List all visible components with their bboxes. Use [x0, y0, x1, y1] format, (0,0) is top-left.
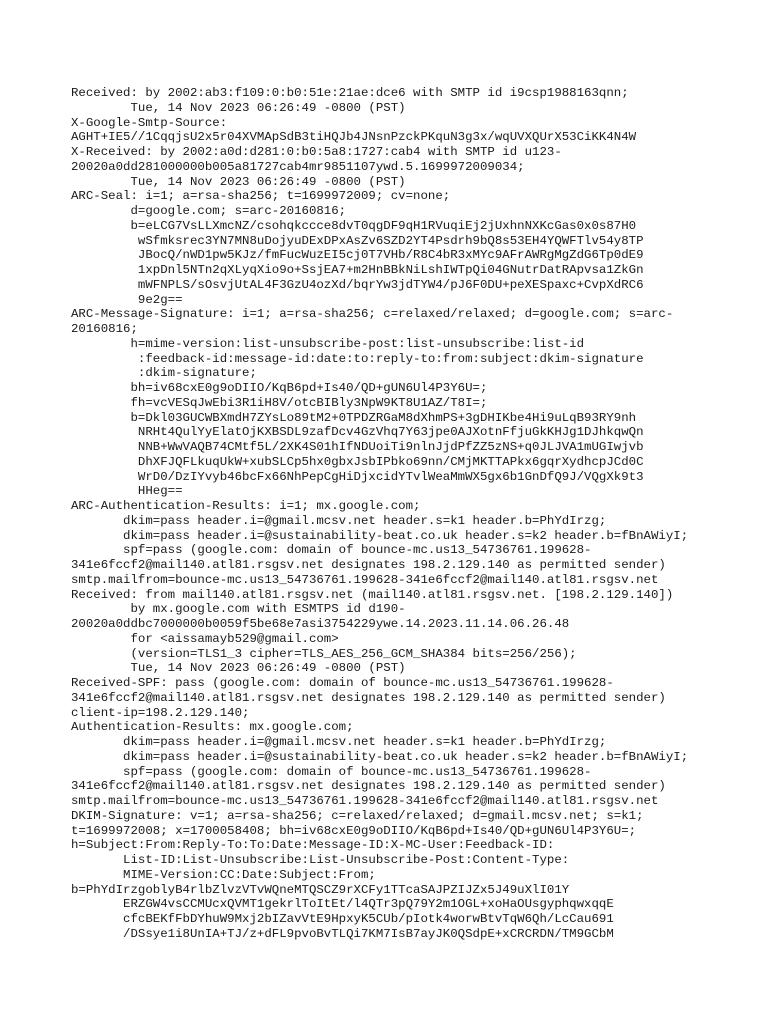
header-line: dkim=pass header.i=@gmail.mcsv.net header.s=k1 header.b=PhYdIrzg; [71, 513, 607, 528]
email-headers-document [71, 86, 761, 942]
header-line: dkim=pass header.i=@gmail.mcsv.net header.s=k1 header.b=PhYdIrzg; [71, 735, 607, 749]
header-line: client-ip=198.2.129.140; [71, 705, 250, 720]
header-line: smtp.mailfrom=bounce-mc.us13_54736761.199628-341e6fccf2@mail140.atl81.rsgsv.net [71, 794, 659, 808]
header-line: (version=TLS1_3 cipher=TLS_AES_256_GCM_SHA384 bits=256/256); [71, 646, 577, 661]
header-line: X-Google-Smtp-Source: [71, 115, 228, 130]
header-line: Received: by 2002:ab3:f109:0:b0:51e:21ae:dce6 with SMTP id i9csp1988163qnn; [71, 86, 629, 100]
header-line: JBocQ/nWD1pw5KJz/fmFucWuzEI5cj0T7VHb/R8C4bR3xMYc9AFrAWRgMgZdG6Tp0dE9 [71, 248, 644, 263]
header-line: Tue, 14 Nov 2023 06:26:49 -0800 (PST) [71, 100, 406, 115]
header-line: by mx.google.com with ESMTPS id d190- [71, 602, 406, 617]
header-line: DhXFJQFLkuqUkW+xubSLCp5hx0gbxJsbIPbko69nn/CMjMKTTAPkx6gqrXydhcpJCd0C [71, 454, 644, 469]
header-line: ARC-Authentication-Results: i=1; mx.google.com; [71, 499, 421, 513]
header-line: smtp.mailfrom=bounce-mc.us13_54736761.199628-341e6fccf2@mail140.atl81.rsgsv.net [71, 572, 659, 587]
header-line: HHeg== [71, 484, 183, 499]
header-line: :dkim-signature; [71, 366, 257, 381]
header-line: AGHT+IE5//1CqqjsU2x5r04XVMApSdB3tiHQJb4JNsnPzckPKquN3g3x/wqUVXQUrX53CiKK4N4W [71, 130, 637, 145]
header-line: Received: from mail140.atl81.rsgsv.net (mail140.atl81.rsgsv.net. [198.2.129.140]) [71, 587, 674, 602]
header-line: :feedback-id:message-id:date:to:reply-to:from:subject:dkim-signature [71, 351, 644, 366]
header-line: List-ID:List-Unsubscribe:List-Unsubscribe-Post:Content-Type: [71, 853, 570, 867]
header-line: MIME-Version:CC:Date:Subject:From; [71, 867, 376, 882]
header-line: b=Dkl03GUCWBXmdH7ZYsLo89tM2+0TPDZRGaM8dXhmPS+3gDHIKbe4Hi9uLqB93RY9nh [71, 410, 637, 425]
header-line: ARC-Seal: i=1; a=rsa-sha256; t=1699972009; cv=none; [71, 189, 451, 204]
header-line: DKIM-Signature: v=1; a=rsa-sha256; c=relaxed/relaxed; d=gmail.mcsv.net; s=k1; [71, 808, 644, 823]
header-line: t=1699972008; x=1700058408; bh=iv68cxE0g9oDIIO/KqB6pd+Is40/QD+gUN6Ul4P3Y6U=; [71, 823, 637, 838]
header-line: b=PhYdIrzgoblyB4rlbZlvzVTvWQneMTQSCZ9rXCFy1TTcaSAJPZIJZx5J49uXlI01Y [71, 882, 570, 897]
header-line: dkim=pass header.i=@sustainability-beat.co.uk header.s=k2 header.b=fBnAWiyI; [71, 749, 689, 764]
header-line: 20020a0ddbc7000000b0059f5be68e7asi3754229ywe.14.2023.11.14.06.26.48 [71, 617, 570, 631]
header-line: dkim=pass header.i=@sustainability-beat.co.uk header.s=k2 header.b=fBnAWiyI; [71, 528, 689, 543]
header-line: h=Subject:From:Reply-To:To:Date:Message-ID:X-MC-User:Feedback-ID: [71, 838, 555, 853]
header-line: h=mime-version:list-unsubscribe-post:list-unsubscribe:list-id [71, 336, 585, 351]
header-line: 20160816; [71, 322, 138, 336]
header-line: Tue, 14 Nov 2023 06:26:49 -0800 (PST) [71, 174, 406, 189]
header-line: Received-SPF: pass (google.com: domain of bounce-mc.us13_54736761.199628- [71, 676, 614, 690]
header-line: mWFNPLS/sOsvjUtAL4F3GzU4ozXd/bqrYw3jdTYW4/pJ6F0DU+peXESpaxc+CvpXdRC6 [71, 277, 644, 292]
header-line: wSfmksrec3YN7MN8uDojyuDExDPxAsZv6SZD2YT4Psdrh9bQ8s53EH4YQWFTlv54y8TP [71, 233, 644, 248]
header-line: fh=vcVESqJwEbi3R1iH8V/otcBIBly3NpW9KT8U1AZ/T8I=; [71, 395, 488, 410]
header-line: 341e6fccf2@mail140.atl81.rsgsv.net designates 198.2.129.140 as permitted sender) [71, 779, 666, 794]
header-line: /DSsye1i8UnIA+TJ/z+dFL9pvoBvTLQi7KM7IsB7ayJK0QSdpE+xCRCRDN/TM9GCbM [71, 926, 614, 941]
header-line: ERZGW4vsCCMUcxQVMT1gekrlToItEt/l4QTr3pQ79Y2m1OGL+xoHaOUsgyphqwxqqE [71, 897, 614, 912]
header-line: cfcBEKfFbDYhuW9Mxj2bIZavVtE9HpxyK5CUb/pIotk4worwBtvTqW6Qh/LcCau691 [71, 912, 614, 926]
header-line: NRHt4QulYyElatOjKXBSDL9zafDcv4GzVhq7Y63jpe0AJXotnFfjuGkKHJg1DJhkqwQn [71, 425, 644, 440]
header-line: Authentication-Results: mx.google.com; [71, 720, 354, 735]
header-line: NNB+WwVAQB74CMtf5L/2XK4S01hIfNDUoiTi9nlnJjdPfZZ5zNS+q0JLJVA1mUGIwjvb [71, 440, 644, 454]
header-line: 341e6fccf2@mail140.atl81.rsgsv.net designates 198.2.129.140 as permitted sender) [71, 690, 666, 705]
header-line: spf=pass (google.com: domain of bounce-mc.us13_54736761.199628- [71, 543, 592, 558]
header-line: X-Received: by 2002:a0d:d281:0:b0:5a8:1727:cab4 with SMTP id u123- [71, 145, 562, 159]
header-line: d=google.com; s=arc-20160816; [71, 204, 347, 218]
header-line: 341e6fccf2@mail140.atl81.rsgsv.net designates 198.2.129.140 as permitted sender) [71, 558, 666, 572]
header-line: 1xpDnl5NTn2qXLyqXio9o+SsjEA7+m2HnBBkNiLshIWTpQi04GNutrDatRApvsa1ZkGn [71, 263, 644, 277]
header-line: 9e2g== [71, 292, 183, 307]
header-line: bh=iv68cxE0g9oDIIO/KqB6pd+Is40/QD+gUN6Ul4P3Y6U=; [71, 381, 488, 395]
header-line: b=eLCG7VsLLXmcNZ/csohqkccce8dvT0qgDF9qH1RVuqiEj2jUxhnNXKcGas0x0s87H0 [71, 218, 637, 233]
header-line: for <aissamayb529@gmail.com> [71, 631, 339, 646]
header-line: 20020a0dd281000000b005a81727cab4mr9851107ywd.5.1699972009034; [71, 159, 525, 174]
header-line: spf=pass (google.com: domain of bounce-mc.us13_54736761.199628- [71, 764, 592, 779]
header-line: ARC-Message-Signature: i=1; a=rsa-sha256; c=relaxed/relaxed; d=google.com; s=arc- [71, 307, 674, 322]
header-line: Tue, 14 Nov 2023 06:26:49 -0800 (PST) [71, 661, 406, 676]
header-line: WrD0/DzIYvyb46bcFx66NhPepCgHiDjxcidYTvlWeaMmWX5gx6b1GnDfQ9J/VQgXk9t3 [71, 469, 644, 484]
